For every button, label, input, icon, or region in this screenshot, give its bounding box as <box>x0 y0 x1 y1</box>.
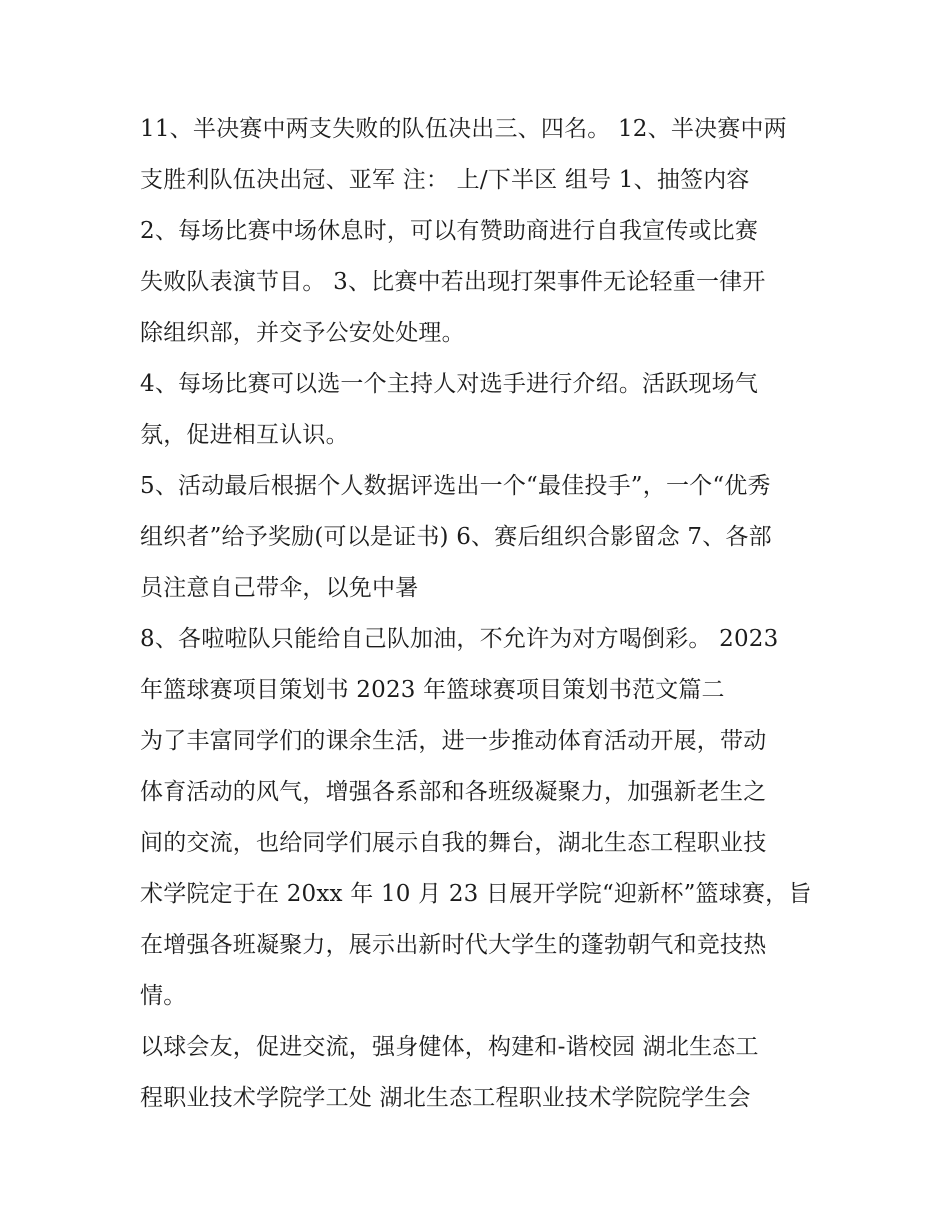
text-line: 除组织部，并交予公安处处理。 <box>140 320 465 346</box>
text-line: 情。 <box>140 983 187 1009</box>
text-line: 程职业技术学院学工处 湖北生态工程职业技术学院院学生会 <box>140 1085 751 1111</box>
text-line: 支胜利队伍决出冠、亚军 注： 上/下半区 组号 1、抽签内容 <box>140 167 750 193</box>
text-line: 在增强各班凝聚力，展示出新时代大学生的蓬勃朝气和竞技热 <box>140 932 767 958</box>
text-line: 组织者”给予奖励(可以是证书) 6、赛后组织合影留念 7、各部 <box>140 524 772 550</box>
text-line: 年篮球赛项目策划书 2023 年篮球赛项目策划书范文篇二 <box>140 677 725 703</box>
document-body <box>140 104 820 1124</box>
text-line: 体育活动的风气，增强各系部和各班级凝聚力，加强新老生之 <box>140 779 767 805</box>
text-line: 术学院定于在 20xx 年 10 月 23 日展开学院“迎新杯”篮球赛，旨 <box>140 881 812 907</box>
text-line: 5、活动最后根据个人数据评选出一个“最佳投手”，一个“优秀 <box>140 473 771 499</box>
text-line: 以球会友，促进交流，强身健体，构建和-谐校园 湖北生态工 <box>140 1034 759 1060</box>
text-line: 2、每场比赛中场休息时，可以有赞助商进行自我宣传或比赛 <box>140 218 759 244</box>
text-line: 失败队表演节目。 3、比赛中若出现打架事件无论轻重一律开 <box>140 269 766 295</box>
text-line: 员注意自己带伞，以免中暑 <box>140 575 419 601</box>
text-line: 11、半决赛中两支失败的队伍决出三、四名。 12、半决赛中两 <box>140 116 787 142</box>
text-line: 间的交流，也给同学们展示自我的舞台，湖北生态工程职业技 <box>140 830 767 856</box>
text-line: 4、每场比赛可以选一个主持人对选手进行介绍。活跃现场气 <box>140 371 759 397</box>
text-line: 8、各啦啦队只能给自己队加油，不允许为对方喝倒彩。 2023 <box>140 626 779 652</box>
text-line: 氛，促进相互认识。 <box>140 422 349 448</box>
text-line: 为了丰富同学们的课余生活，进一步推动体育活动开展，带动 <box>140 728 767 754</box>
